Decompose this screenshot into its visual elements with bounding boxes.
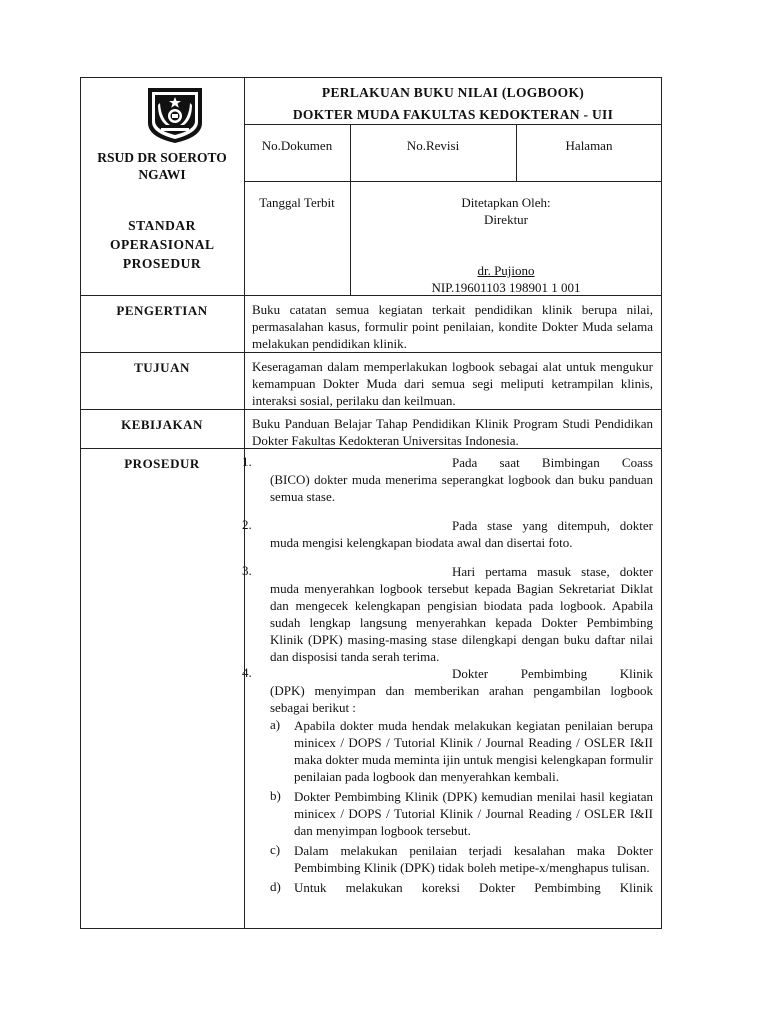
border-bottom	[80, 928, 662, 929]
substep-a	[270, 717, 653, 785]
procedure-step-2	[242, 517, 653, 551]
substep-b-text: Dokter Pembimbing Klinik (DPK) kemudian menilai hasil kegiatan minicex / DOPS / Tutorial Klinik / Journal Reading / OSLER I&II dan menyimpan logbook tersebut.	[294, 789, 653, 838]
issue-date-label: Tanggal Terbit	[259, 195, 335, 210]
document-title-line1: PERLAKUAN BUKU NILAI (LOGBOOK)	[321, 85, 585, 100]
divider-title	[244, 124, 662, 125]
border-top	[80, 77, 662, 78]
sop-label: STANDAR OPERASIONAL PROSEDUR	[110, 218, 215, 271]
substep-letter: a)	[270, 717, 281, 732]
border-left	[80, 77, 81, 929]
divider-tujuan	[80, 409, 662, 410]
substep-letter: d)	[270, 879, 281, 894]
doc-number-label: No.Dokumen	[261, 138, 333, 153]
step-1-text: (BICO) dokter muda menerima seperangkat logbook dan buku panduan semua stase.	[270, 472, 653, 504]
procedure-step-3	[242, 563, 653, 665]
approver-name: dr. Pujiono	[477, 263, 535, 278]
step-1-first-line: Pada saat Bimbingan Coass	[452, 455, 653, 470]
procedure-list	[242, 454, 653, 896]
document-title-line2: DOKTER MUDA FAKULTAS KEDOKTERAN - UII	[292, 107, 614, 122]
step-number: 3.	[242, 563, 252, 578]
step-2-text: muda mengisi kelengkapan biodata awal dan disertai foto.	[270, 535, 573, 550]
kebijakan-text: Buku Panduan Belajar Tahap Pendidikan Klinik Program Studi Pendidikan Dokter Fakultas Kedokteran Universitas Indonesia.	[252, 416, 653, 448]
divider-docinfo	[244, 181, 662, 182]
step-number: 2.	[242, 517, 252, 532]
page-label: Halaman	[565, 138, 613, 153]
revision-label: No.Revisi	[406, 138, 460, 153]
pengertian-text: Buku catatan semua kegiatan terkait pendidikan klinik berupa nilai, permasalahan kasus, formulir point penilaian, kondite Dokter Muda selama melakukan pendidikan klinik.	[252, 302, 653, 351]
approved-by-label: Ditetapkan Oleh:	[461, 195, 551, 210]
substep-b	[270, 788, 653, 839]
substep-c	[270, 842, 653, 876]
shield-emblem-icon	[146, 85, 204, 145]
substep-letter: c)	[270, 842, 281, 857]
step-number: 4.	[242, 665, 252, 680]
step-2-first-line: Pada stase yang ditempuh, dokter	[452, 518, 653, 533]
step-3-text: muda menyerahkan logbook tersebut kepada Bagian Sekretariat Diklat dan mengecek kelengkapan pengisian biodata pada logbook. Apabila sudah lengkap langsung menyerahkan kepada Dokter Pembimbing Klinik (DPK) masing-masing stase dilengkapi dengan buku daftar nilai dan disposisi tanda serah terima.	[270, 581, 653, 664]
step-number: 1.	[242, 454, 252, 469]
tujuan-label: TUJUAN	[134, 360, 190, 375]
kebijakan-label: KEBIJAKAN	[121, 417, 203, 432]
sop-document	[80, 77, 662, 929]
substep-c-text: Dalam melakukan penilaian terjadi kesalahan maka Dokter Pembimbing Klinik (DPK) tidak boleh metipe-x/menghapus tulisan.	[294, 843, 653, 875]
procedure-step-4	[242, 665, 653, 896]
substep-a-text: Apabila dokter muda hendak melakukan kegiatan penilaian berupa minicex / DOPS / Tutorial Klinik / Journal Reading / OSLER I&II maka dokter muda meminta ijin untuk mengisi kelengkapan formulir penilaian pada logbook dan menyerahkan kembali.	[294, 718, 653, 784]
divider-pengertian	[80, 352, 662, 353]
procedure-step-1	[242, 454, 653, 505]
tujuan-text: Keseragaman dalam memperlakukan logbook sebagai alat untuk mengukur kemampuan Dokter Muda dari semua segi meliputi ketrampilan klinis, interaksi sosial, perilaku dan keilmuan.	[252, 359, 653, 408]
pengertian-label: PENGERTIAN	[116, 303, 208, 318]
approver-title: Direktur	[483, 212, 529, 227]
substep-letter: b)	[270, 788, 281, 803]
substep-d	[270, 879, 653, 896]
approver-nip: NIP.19601103 198901 1 001	[431, 280, 581, 295]
substep-d-text: Untuk melakukan koreksi Dokter Pembimbing Klinik	[294, 880, 653, 895]
institution-name: RSUD DR SOEROTO NGAWI	[97, 150, 227, 182]
step-4-text: (DPK) menyimpan dan memberikan arahan pengambilan logbook sebagai berikut :	[270, 683, 653, 715]
hospital-logo	[146, 85, 204, 145]
prosedur-label: PROSEDUR	[124, 456, 200, 471]
step-4-first-line: Dokter Pembimbing Klinik	[452, 666, 653, 681]
step-3-first-line: Hari pertama masuk stase, dokter	[452, 564, 653, 579]
